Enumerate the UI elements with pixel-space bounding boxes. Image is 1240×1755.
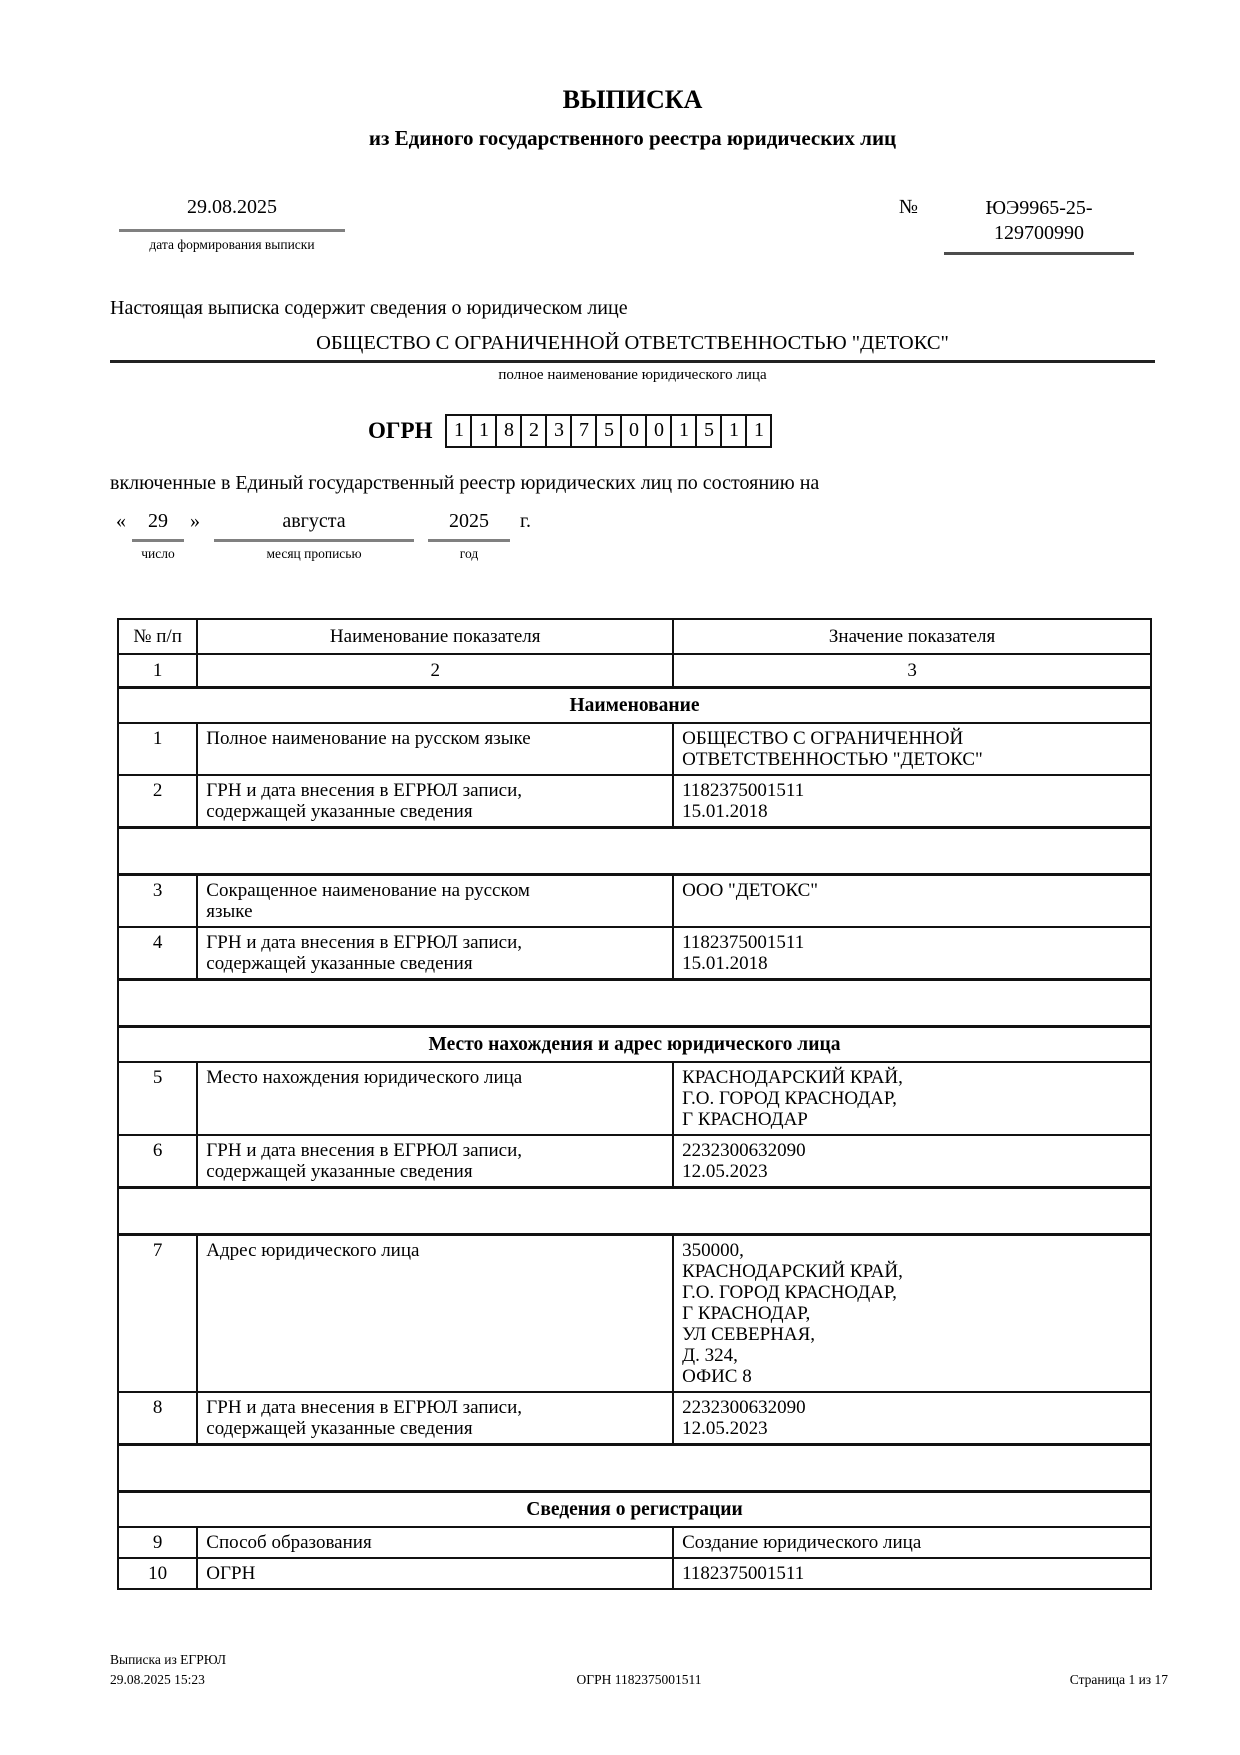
company-name: ОБЩЕСТВО С ОГРАНИЧЕННОЙ ОТВЕТСТВЕННОСТЬЮ "ДЕТОКС" xyxy=(316,331,949,354)
table-row xyxy=(118,723,1151,775)
spacer-cell xyxy=(118,979,1151,1026)
ogrn-digit-cell: 1 xyxy=(745,414,772,448)
footer-ogrn: ОГРН 1182375001511 xyxy=(576,1671,702,1687)
indicator-value: КРАСНОДАРСКИЙ КРАЙ, Г.О. ГОРОД КРАСНОДАР, Г КРАСНОДАР xyxy=(673,1062,1151,1135)
ogrn-digit-cell: 0 xyxy=(620,414,647,448)
column-number-1: 1 xyxy=(118,654,197,688)
indicator-value: 1182375001511 xyxy=(673,1558,1151,1589)
included-statement: включенные в Единый государственный реестр юридических лиц по состоянию на xyxy=(110,471,820,494)
company-name-block xyxy=(110,332,1155,363)
row-number: 9 xyxy=(118,1527,197,1558)
section-header-row xyxy=(118,1491,1151,1527)
year-caption: год xyxy=(459,545,479,561)
document-content xyxy=(110,0,1155,1590)
formation-date-caption: дата формирования выписки xyxy=(149,236,315,252)
row-number: 10 xyxy=(118,1558,197,1589)
spacer-row xyxy=(118,979,1151,1026)
indicator-value: 2232300632090 12.05.2023 xyxy=(673,1135,1151,1188)
table-header-row xyxy=(118,619,1151,654)
spacer-row xyxy=(118,1187,1151,1234)
section-title: Наименование xyxy=(118,687,1151,723)
section-header-row xyxy=(118,687,1151,723)
as-of-day-field xyxy=(132,510,184,562)
ogrn-digit-cell: 7 xyxy=(570,414,597,448)
indicator-name: Способ образования xyxy=(197,1527,673,1558)
intro-statement: Настоящая выписка содержит сведения о юридическом лице xyxy=(110,296,628,319)
column-number-3: 3 xyxy=(673,654,1151,688)
footer-datetime: 29.08.2025 15:23 xyxy=(110,1671,205,1687)
ogrn-digit-cell: 8 xyxy=(495,414,522,448)
table-row xyxy=(118,775,1151,828)
formation-date: 29.08.2025 xyxy=(119,196,345,232)
row-number: 7 xyxy=(118,1234,197,1392)
indicator-name: Место нахождения юридического лица xyxy=(197,1062,673,1135)
row-number: 3 xyxy=(118,874,197,927)
document-number xyxy=(944,196,1134,255)
table-row xyxy=(118,1392,1151,1445)
ogrn-digit-cell: 0 xyxy=(645,414,672,448)
indicator-value: 1182375001511 15.01.2018 xyxy=(673,775,1151,828)
indicator-value: ООО "ДЕТОКС" xyxy=(673,874,1151,927)
document-number-block xyxy=(899,196,1134,255)
date-number-row xyxy=(110,196,1155,255)
indicator-name: Полное наименование на русском языке xyxy=(197,723,673,775)
as-of-year: 2025 xyxy=(428,510,510,542)
row-number: 5 xyxy=(118,1062,197,1135)
footer-left xyxy=(110,1650,577,1689)
year-suffix: г. xyxy=(520,509,531,532)
table-row xyxy=(118,1062,1151,1135)
document-number-line1: ЮЭ9965-25- xyxy=(985,196,1093,219)
table-row xyxy=(118,1527,1151,1558)
table-row xyxy=(118,1135,1151,1188)
ogrn-digit-cell: 1 xyxy=(720,414,747,448)
formation-date-block xyxy=(119,196,345,253)
document-title: ВЫПИСКА xyxy=(562,85,703,114)
page-footer xyxy=(110,1650,1168,1689)
footer-page-number: Страница 1 из 17 xyxy=(1069,1671,1168,1687)
document-number-line2: 129700990 xyxy=(994,221,1084,244)
spacer-cell xyxy=(118,1444,1151,1491)
column-number-2: 2 xyxy=(197,654,673,688)
registry-table xyxy=(117,618,1152,1590)
row-number: 2 xyxy=(118,775,197,828)
row-number: 1 xyxy=(118,723,197,775)
table-row xyxy=(118,1234,1151,1392)
ogrn-digit-cell: 1 xyxy=(670,414,697,448)
indicator-value: ОБЩЕСТВО С ОГРАНИЧЕННОЙ ОТВЕТСТВЕННОСТЬЮ "ДЕТОКС" xyxy=(673,723,1151,775)
ogrn-row xyxy=(110,414,1155,448)
ogrn-digit-cell: 3 xyxy=(545,414,572,448)
table-row xyxy=(118,874,1151,927)
column-numbers-row xyxy=(118,654,1151,688)
month-caption: месяц прописью xyxy=(266,545,362,561)
open-quote: « xyxy=(116,509,126,532)
ogrn-label: ОГРН xyxy=(368,417,433,443)
table-row xyxy=(118,927,1151,980)
indicator-value: 350000, КРАСНОДАРСКИЙ КРАЙ, Г.О. ГОРОД КРАСНОДАР, Г КРАСНОДАР, УЛ СЕВЕРНАЯ, Д. 324, ОФИС 8 xyxy=(673,1234,1151,1392)
ogrn-digit-boxes xyxy=(445,414,772,448)
indicator-name: ОГРН xyxy=(197,1558,673,1589)
indicator-value: Создание юридического лица xyxy=(673,1527,1151,1558)
indicator-value: 2232300632090 12.05.2023 xyxy=(673,1392,1151,1445)
row-number: 4 xyxy=(118,927,197,980)
table-row xyxy=(118,1558,1151,1589)
as-of-date-row xyxy=(110,510,1155,562)
ogrn-digit-cell: 1 xyxy=(445,414,472,448)
section-header-row xyxy=(118,1026,1151,1062)
indicator-name: ГРН и дата внесения в ЕГРЮЛ записи, содержащей указанные сведения xyxy=(197,775,673,828)
ogrn-digit-cell: 5 xyxy=(695,414,722,448)
indicator-name: ГРН и дата внесения в ЕГРЮЛ записи, содержащей указанные сведения xyxy=(197,1392,673,1445)
section-title: Сведения о регистрации xyxy=(118,1491,1151,1527)
indicator-name: ГРН и дата внесения в ЕГРЮЛ записи, содержащей указанные сведения xyxy=(197,1135,673,1188)
as-of-month-field xyxy=(214,510,414,562)
spacer-row xyxy=(118,1444,1151,1491)
as-of-day: 29 xyxy=(132,510,184,542)
spacer-cell xyxy=(118,1187,1151,1234)
indicator-name: ГРН и дата внесения в ЕГРЮЛ записи, содержащей указанные сведения xyxy=(197,927,673,980)
as-of-month: августа xyxy=(214,510,414,542)
ogrn-digit-cell: 5 xyxy=(595,414,622,448)
close-quote: » xyxy=(190,509,200,532)
number-sign: № xyxy=(898,195,918,218)
spacer-row xyxy=(118,827,1151,874)
ogrn-digit-cell: 2 xyxy=(520,414,547,448)
indicator-name: Адрес юридического лица xyxy=(197,1234,673,1392)
row-number: 6 xyxy=(118,1135,197,1188)
row-number: 8 xyxy=(118,1392,197,1445)
ogrn-digit-cell: 1 xyxy=(470,414,497,448)
day-caption: число xyxy=(141,545,175,561)
registry-table-body xyxy=(118,619,1151,1589)
document-subtitle: из Единого государственного реестра юридических лиц xyxy=(368,125,897,150)
section-title: Место нахождения и адрес юридического лица xyxy=(118,1026,1151,1062)
footer-doc-type: Выписка из ЕГРЮЛ xyxy=(110,1652,227,1667)
company-name-caption: полное наименование юридического лица xyxy=(498,366,767,383)
indicator-value: 1182375001511 15.01.2018 xyxy=(673,927,1151,980)
spacer-cell xyxy=(118,827,1151,874)
column-header-value: Значение показателя xyxy=(673,619,1151,654)
column-header-name: Наименование показателя xyxy=(197,619,673,654)
indicator-name: Сокращенное наименование на русском языке xyxy=(197,874,673,927)
as-of-year-field xyxy=(428,510,510,562)
column-header-num: № п/п xyxy=(118,619,197,654)
